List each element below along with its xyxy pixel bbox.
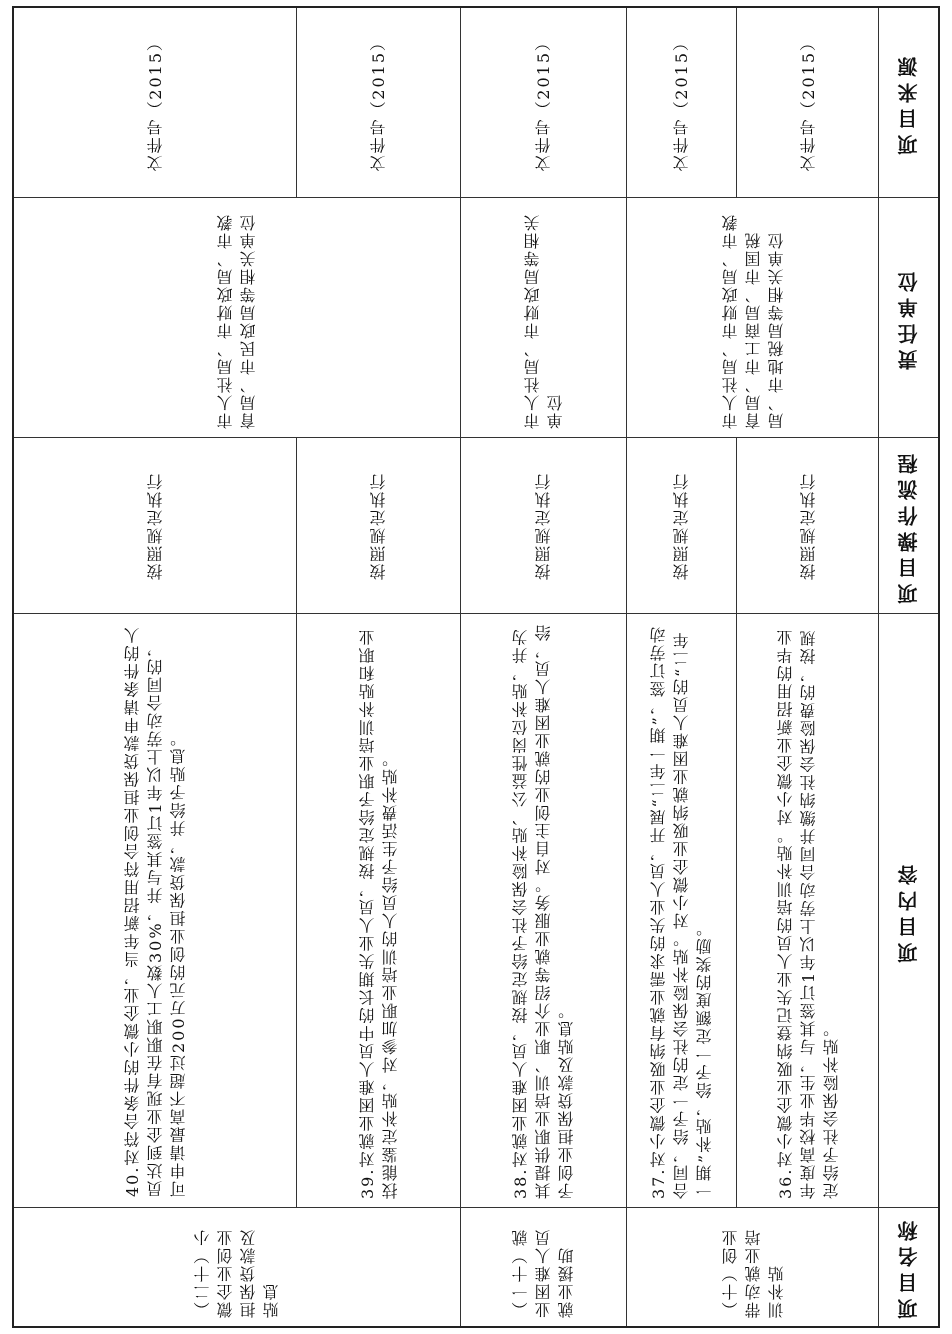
header-content: 项目内容 xyxy=(878,614,938,1208)
row-2-source: 文件号（2015） xyxy=(626,8,736,198)
row-4-unit: 市人社局、市财政局、市教育局、市民政局等相关单位 xyxy=(14,198,460,438)
header-flow: 项目操作流程 xyxy=(878,438,938,614)
row-4-flow: 按照规定执行 xyxy=(296,438,460,614)
row-1-content: 36.对小微企业吸纳登记失业人员的培训补贴。对小微企业新招用的毕业年度高校毕业生，与其签订1年以上劳动合同并缴纳社会保险费的，按规定给予社会保险补贴。 xyxy=(736,614,880,1208)
row-5-content: 40.对符合条件的小微企业，当年新招用符合创业担保贷款申请条件的人员达到企业现有在职职工人数30%，并与其签订1年以上劳动合同的，可申请最高不超过200万元的创业担保贷款，并给予贴息。 xyxy=(14,614,296,1208)
row-5-source: 文件号（2015） xyxy=(14,8,296,198)
row-5-name: （二十）小微企业创业担保贷款及贴息 xyxy=(193,1228,281,1318)
header-name: 项目名称 xyxy=(878,1208,938,1326)
row-2-flow: 按照规定执行 xyxy=(626,438,736,614)
policy-table xyxy=(12,6,940,1328)
row-4-content: 39.对就业困难人员中的长期失业人员，按规定给予职业培训补贴和职业技能鉴定补贴，对参加职业培训的人员给予生活费补贴。 xyxy=(296,614,460,1208)
row-3-content: 38.对就业困难人员，按规定给予社会保险补贴、公益性岗位补贴，并为其提供职业培训、职业介绍等就业服务。对自主创业的就业困难人员，给予创业担保贷款及贴息。 xyxy=(460,614,626,1208)
row-3-source: 文件号（2015） xyxy=(460,8,626,198)
row-3-unit: 市人社局、市财政局等相关单位 xyxy=(460,198,626,438)
header-unit: 责任单位 xyxy=(878,198,938,438)
row-3-name: （一十）就业困难人员就业援助 xyxy=(460,1208,626,1326)
row-5-flow: 按照规定执行 xyxy=(14,438,296,614)
row-1-name: （十）创业带动就业培训补贴 xyxy=(626,1208,880,1326)
row-3-flow: 按照规定执行 xyxy=(460,438,626,614)
row-4-source: 文件号（2015） xyxy=(296,8,460,198)
row-1-flow: 按照规定执行 xyxy=(736,438,880,614)
row-1-unit: 市人社局、市财政局、市教育局、市工商局、市国税局、市地税局等相关单位 xyxy=(626,198,880,438)
row-1-source: 文件号（2015） xyxy=(736,8,880,198)
row-2-content: 37.对小微企业吸纳有就业需求的失业人员，开展“二年一期”，签订劳动合同，给予一定的社会保险补贴。对小微企业吸纳就业困难人员的“二年一期”补贴，给予一定额度的奖励。 xyxy=(626,614,736,1208)
header-source: 项目来源 xyxy=(878,8,938,198)
